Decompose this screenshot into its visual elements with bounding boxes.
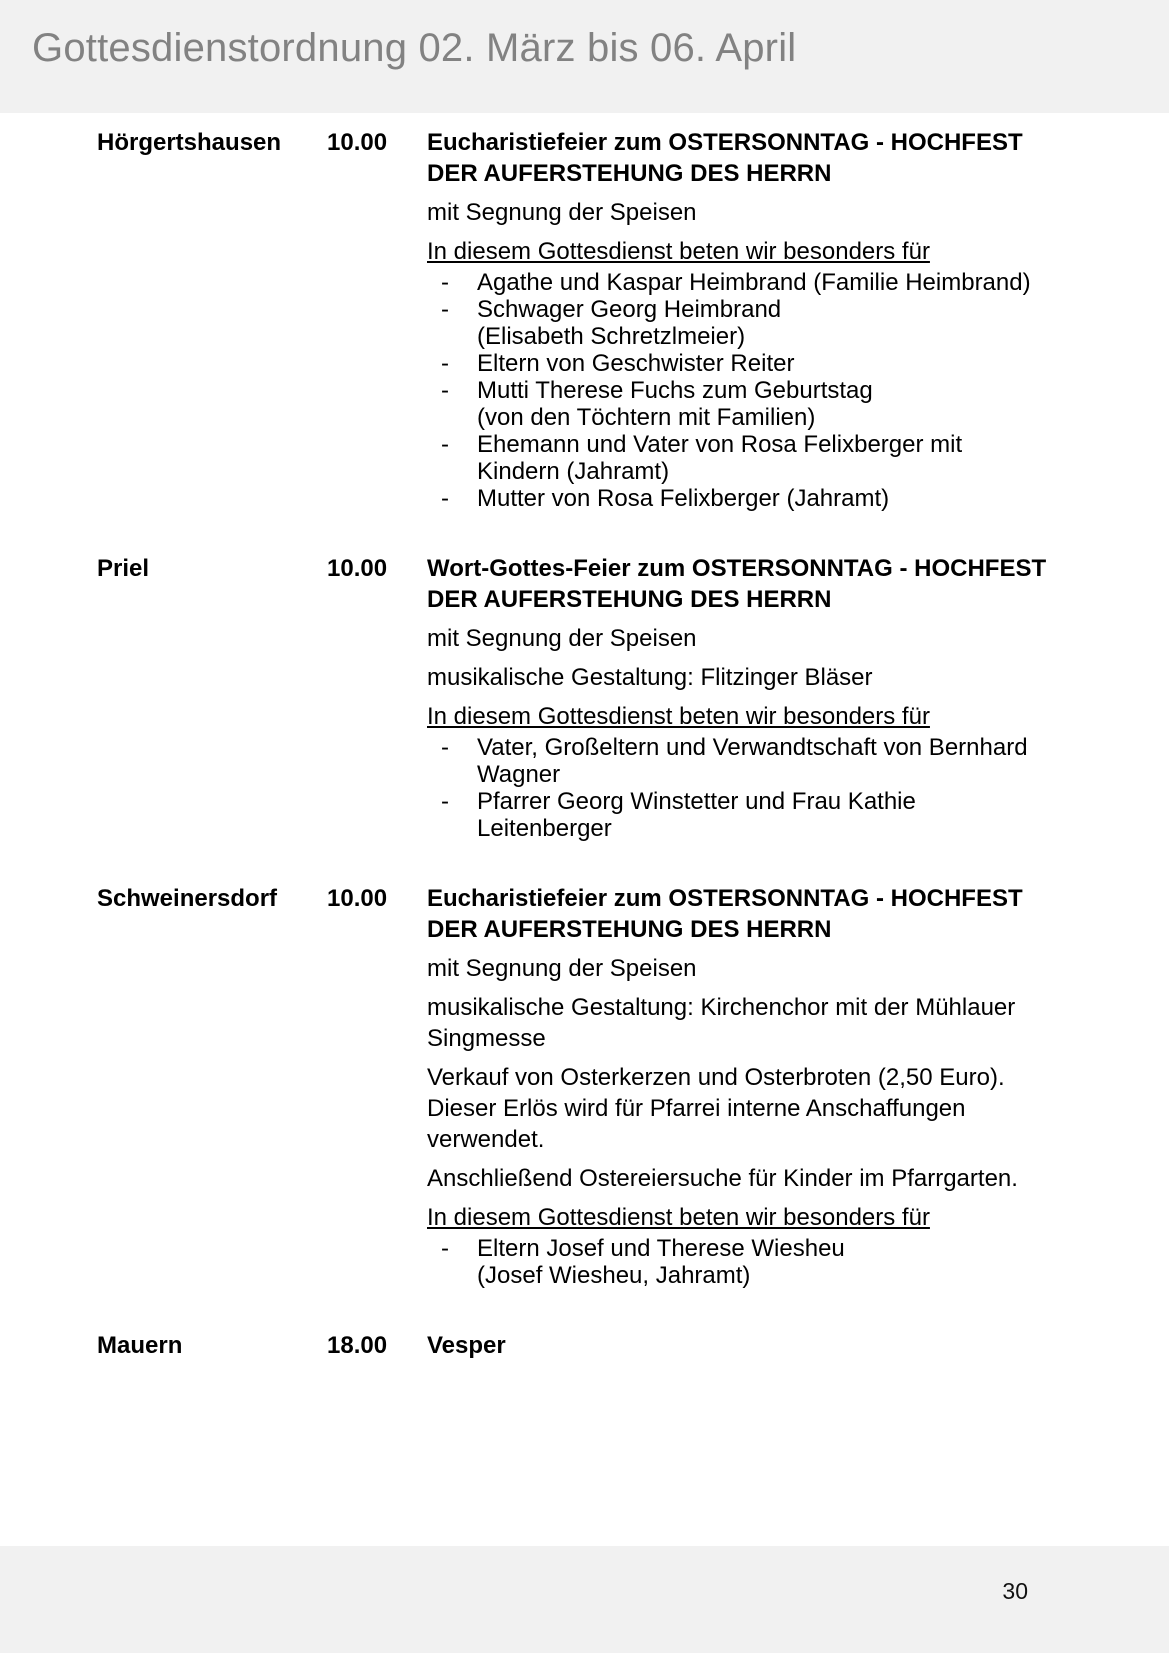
intercession-heading: In diesem Gottesdienst beten wir besonders für bbox=[427, 238, 930, 265]
intention-item bbox=[441, 734, 1059, 788]
service-schedule-list bbox=[0, 113, 1169, 1362]
service-location: Mauern bbox=[97, 1332, 183, 1359]
page-title: Gottesdienstordnung 02. März bis 06. April bbox=[32, 26, 797, 70]
intention-line: Mutter von Rosa Felixberger (Jahramt) bbox=[477, 485, 890, 512]
service-title: Eucharistiefeier zum OSTERSONNTAG - HOCHFEST DER AUFERSTEHUNG DES HERRN bbox=[427, 885, 1023, 943]
intention-line-continued: (von den Töchtern mit Familien) bbox=[477, 404, 816, 431]
service-note: Verkauf von Osterkerzen und Osterbroten (2,50 Euro). Dieser Erlös wird für Pfarrei interne Anschaffungen verwendet. bbox=[427, 1064, 1005, 1153]
service-time: 10.00 bbox=[327, 129, 388, 156]
intention-list bbox=[427, 1235, 1059, 1289]
intention-item bbox=[441, 485, 1059, 512]
service-location: Priel bbox=[97, 555, 150, 582]
service-detail bbox=[427, 127, 1059, 512]
bullet-dash-icon: - bbox=[441, 431, 449, 458]
service-time: 10.00 bbox=[327, 555, 388, 582]
bullet-dash-icon: - bbox=[441, 485, 449, 512]
intention-line-continued: Wagner bbox=[477, 761, 561, 788]
intention-list bbox=[427, 269, 1059, 512]
service-entry bbox=[0, 1330, 1169, 1362]
intention-line: Mutti Therese Fuchs zum Geburtstag bbox=[477, 377, 873, 404]
page-number: 30 bbox=[1002, 1578, 1028, 1604]
intention-line: Agathe und Kaspar Heimbrand (Familie Heimbrand) bbox=[477, 269, 1031, 296]
intention-line-continued: (Elisabeth Schretzlmeier) bbox=[477, 323, 746, 350]
intention-line: Schwager Georg Heimbrand bbox=[477, 296, 782, 323]
intention-item bbox=[441, 269, 1059, 296]
intention-item bbox=[441, 1235, 1059, 1289]
bullet-dash-icon: - bbox=[441, 788, 449, 815]
intention-item bbox=[441, 350, 1059, 377]
service-time: 10.00 bbox=[327, 885, 388, 912]
service-note: mit Segnung der Speisen bbox=[427, 199, 697, 226]
service-detail bbox=[427, 553, 1059, 842]
service-title: Eucharistiefeier zum OSTERSONNTAG - HOCHFEST DER AUFERSTEHUNG DES HERRN bbox=[427, 129, 1023, 187]
service-note: mit Segnung der Speisen bbox=[427, 625, 697, 652]
bullet-dash-icon: - bbox=[441, 269, 449, 296]
service-note: mit Segnung der Speisen bbox=[427, 955, 697, 982]
bullet-dash-icon: - bbox=[441, 1235, 449, 1262]
service-title: Vesper bbox=[427, 1332, 506, 1359]
intention-line: Vater, Großeltern und Verwandtschaft von Bernhard bbox=[477, 734, 1028, 761]
intention-item bbox=[441, 296, 1059, 350]
service-title: Wort-Gottes-Feier zum OSTERSONNTAG - HOCHFEST DER AUFERSTEHUNG DES HERRN bbox=[427, 555, 1047, 613]
service-time: 18.00 bbox=[327, 1332, 388, 1359]
intention-line-continued: (Josef Wiesheu, Jahramt) bbox=[477, 1262, 751, 1289]
service-entry bbox=[0, 883, 1169, 1289]
intention-line-continued: Kindern (Jahramt) bbox=[477, 458, 670, 485]
bullet-dash-icon: - bbox=[441, 296, 449, 323]
intercession-heading: In diesem Gottesdienst beten wir besonders für bbox=[427, 1204, 930, 1231]
service-note: Anschließend Ostereiersuche für Kinder im Pfarrgarten. bbox=[427, 1165, 1018, 1192]
service-note: musikalische Gestaltung: Flitzinger Bläser bbox=[427, 664, 873, 691]
service-location: Schweinersdorf bbox=[97, 885, 278, 912]
intention-line-continued: Leitenberger bbox=[477, 815, 612, 842]
intention-line: Eltern Josef und Therese Wiesheu bbox=[477, 1235, 845, 1262]
intention-list bbox=[427, 734, 1059, 842]
service-entry bbox=[0, 127, 1169, 512]
service-note: musikalische Gestaltung: Kirchenchor mit der Mühlauer Singmesse bbox=[427, 994, 1016, 1052]
service-detail bbox=[427, 1330, 1059, 1361]
intention-item bbox=[441, 431, 1059, 485]
bullet-dash-icon: - bbox=[441, 350, 449, 377]
intention-line: Ehemann und Vater von Rosa Felixberger mit bbox=[477, 431, 963, 458]
intention-item bbox=[441, 788, 1059, 842]
intercession-heading: In diesem Gottesdienst beten wir besonders für bbox=[427, 703, 930, 730]
intention-line: Eltern von Geschwister Reiter bbox=[477, 350, 795, 377]
service-detail bbox=[427, 883, 1059, 1289]
bullet-dash-icon: - bbox=[441, 377, 449, 404]
intention-line: Pfarrer Georg Winstetter und Frau Kathie bbox=[477, 788, 916, 815]
service-location: Hörgertshausen bbox=[97, 129, 282, 156]
intention-item bbox=[441, 377, 1059, 431]
page-header-band bbox=[0, 0, 1169, 113]
service-entry bbox=[0, 553, 1169, 842]
bullet-dash-icon: - bbox=[441, 734, 449, 761]
